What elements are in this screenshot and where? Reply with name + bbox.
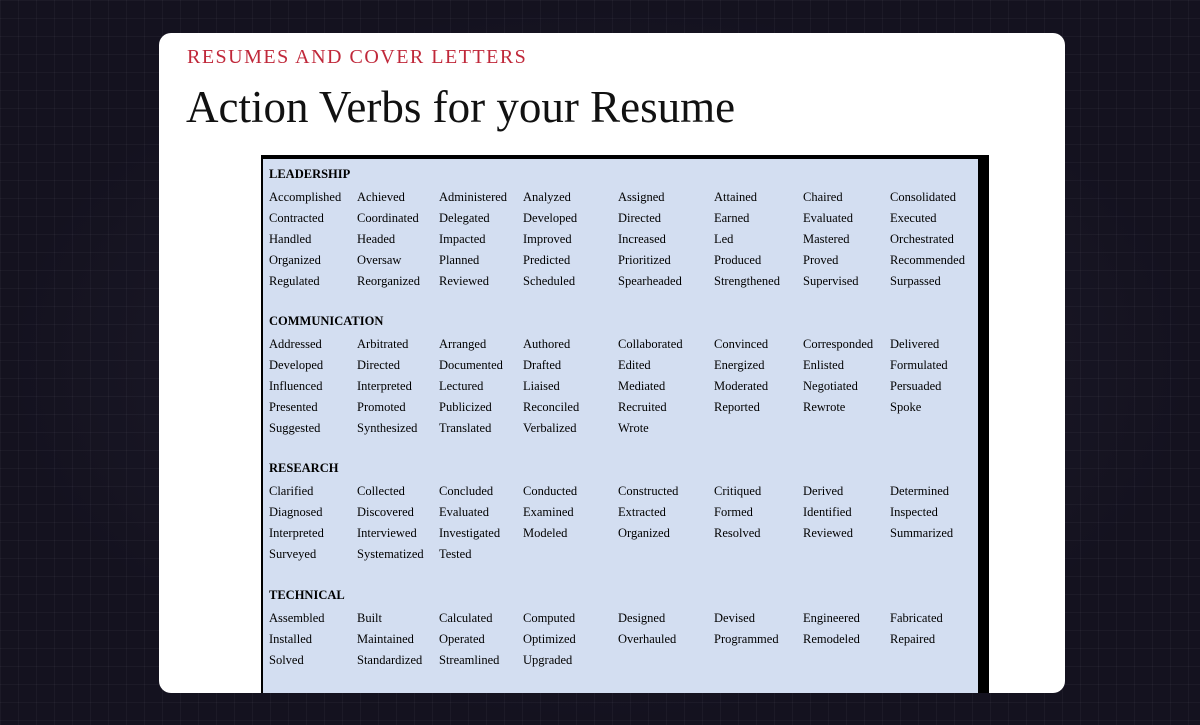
verb-item: Directed	[618, 211, 662, 226]
verb-item: Critiqued	[714, 484, 762, 498]
verb-item: Orchestrated	[890, 232, 954, 247]
verb-item: Arranged	[439, 337, 487, 351]
verb-item: Reconciled	[523, 400, 580, 415]
verb-item: Diagnosed	[269, 505, 323, 520]
section-title: LEADERSHIP	[269, 167, 351, 181]
verb-item: Assigned	[618, 190, 665, 204]
verb-item: Designed	[618, 611, 666, 625]
verb-item: Installed	[269, 632, 313, 647]
verb-item: Interviewed	[357, 526, 417, 541]
verb-item: Directed	[357, 358, 401, 373]
verb-item: Planned	[439, 253, 480, 268]
verb-item: Consolidated	[890, 190, 956, 204]
verb-item: Summarized	[890, 526, 954, 541]
verb-item: Systematized	[357, 547, 424, 562]
verb-item: Repaired	[890, 632, 936, 647]
verb-item: Devised	[714, 611, 755, 625]
verb-item: Derived	[803, 484, 844, 498]
section-title: TECHNICAL	[269, 588, 345, 602]
action-verbs-document	[263, 159, 978, 693]
verb-item: Verbalized	[523, 421, 577, 436]
verb-item: Spoke	[890, 400, 922, 415]
verb-item: Determined	[890, 484, 950, 498]
verb-item: Operated	[439, 632, 485, 647]
verb-item: Evaluated	[439, 505, 489, 520]
verb-item: Influenced	[269, 379, 323, 394]
verb-item: Built	[357, 611, 383, 625]
verb-item: Reviewed	[439, 274, 489, 289]
category-eyebrow[interactable]: RESUMES AND COVER LETTERS	[187, 46, 528, 68]
verb-item: Assembled	[269, 611, 325, 625]
verb-item: Clarified	[269, 484, 314, 498]
verb-item: Supervised	[803, 274, 859, 289]
verb-item: Reported	[714, 400, 760, 415]
verb-item: Remodeled	[803, 632, 860, 647]
article-card	[159, 33, 1065, 693]
verb-item: Organized	[618, 526, 670, 541]
verb-item: Drafted	[523, 358, 562, 373]
verb-item: Energized	[714, 358, 765, 373]
verb-item: Spearheaded	[618, 274, 682, 289]
verb-item: Investigated	[439, 526, 501, 541]
verb-item: Calculated	[439, 611, 493, 625]
verb-item: Examined	[523, 505, 574, 520]
verb-item: Earned	[714, 211, 750, 226]
verb-item: Surpassed	[890, 274, 941, 289]
verb-item: Extracted	[618, 505, 666, 520]
verb-item: Evaluated	[803, 211, 853, 226]
verb-item: Upgraded	[523, 653, 573, 668]
verb-item: Recommended	[890, 253, 965, 268]
verb-item: Constructed	[618, 484, 679, 498]
verb-item: Conducted	[523, 484, 578, 498]
verb-item: Collaborated	[618, 337, 683, 351]
verb-item: Contracted	[269, 211, 324, 226]
verb-item: Strengthened	[714, 274, 780, 289]
verb-item: Prioritized	[618, 253, 671, 268]
verb-item: Analyzed	[523, 190, 571, 204]
verb-item: Interpreted	[269, 526, 324, 541]
verb-item: Identified	[803, 505, 852, 520]
page-title: Action Verbs for your Resume	[186, 82, 736, 132]
verb-item: Developed	[269, 358, 324, 373]
verb-item: Authored	[523, 337, 571, 351]
verb-item: Mastered	[803, 232, 850, 247]
verb-item: Proved	[803, 253, 839, 268]
verb-item: Engineered	[803, 611, 860, 625]
verb-item: Promoted	[357, 400, 406, 415]
verb-item: Moderated	[714, 379, 769, 394]
verb-item: Overhauled	[618, 632, 677, 647]
verb-item: Scheduled	[523, 274, 576, 289]
verb-item: Arbitrated	[357, 337, 409, 351]
verb-item: Achieved	[357, 190, 405, 204]
verb-item: Persuaded	[890, 379, 942, 394]
verb-item: Regulated	[269, 274, 320, 289]
verb-item: Led	[714, 232, 734, 247]
verb-item: Fabricated	[890, 611, 943, 625]
verb-item: Delegated	[439, 211, 490, 226]
verb-item: Corresponded	[803, 337, 874, 351]
verb-item: Reorganized	[357, 274, 420, 289]
verb-item: Discovered	[357, 505, 414, 520]
verb-item: Improved	[523, 232, 572, 247]
verb-item: Solved	[269, 653, 304, 668]
verb-item: Lectured	[439, 379, 484, 394]
verb-item: Oversaw	[357, 253, 402, 268]
verb-item: Documented	[439, 358, 503, 373]
verb-item: Handled	[269, 232, 312, 247]
verb-item: Coordinated	[357, 211, 419, 226]
verb-item: Increased	[618, 232, 666, 247]
verb-item: Administered	[439, 190, 508, 204]
verb-item: Chaired	[803, 190, 843, 204]
verb-item: Recruited	[618, 400, 667, 415]
verb-item: Optimized	[523, 632, 576, 647]
verb-item: Inspected	[890, 505, 938, 520]
verb-item: Resolved	[714, 526, 761, 541]
verb-item: Programmed	[714, 632, 779, 647]
verb-item: Delivered	[890, 337, 940, 351]
verb-item: Attained	[714, 190, 758, 204]
verb-item: Translated	[439, 421, 492, 436]
verb-item: Liaised	[523, 379, 560, 394]
verb-item: Organized	[269, 253, 321, 268]
verb-item: Executed	[890, 211, 937, 226]
verb-item: Rewrote	[803, 400, 846, 415]
verb-item: Collected	[357, 484, 405, 498]
verb-item: Computed	[523, 611, 576, 625]
verb-item: Negotiated	[803, 379, 858, 394]
verb-item: Presented	[269, 400, 318, 415]
verb-item: Produced	[714, 253, 762, 268]
verb-item: Addressed	[269, 337, 322, 351]
verb-item: Mediated	[618, 379, 666, 394]
verb-item: Formulated	[890, 358, 948, 373]
verb-item: Publicized	[439, 400, 492, 415]
verb-item: Concluded	[439, 484, 494, 498]
verb-item: Wrote	[618, 421, 649, 436]
verb-item: Predicted	[523, 253, 571, 268]
verb-item: Accomplished	[269, 190, 342, 204]
verb-item: Reviewed	[803, 526, 853, 541]
verb-item: Surveyed	[269, 547, 317, 562]
verb-item: Standardized	[357, 653, 423, 668]
verb-item: Convinced	[714, 337, 769, 351]
verb-item: Synthesized	[357, 421, 418, 436]
verb-item: Tested	[439, 547, 472, 562]
verb-item: Formed	[714, 505, 753, 520]
verb-item: Impacted	[439, 232, 486, 247]
verb-item: Streamlined	[439, 653, 500, 668]
verb-item: Developed	[523, 211, 578, 226]
verb-item: Enlisted	[803, 358, 844, 373]
verb-item: Edited	[618, 358, 651, 373]
section-title: RESEARCH	[269, 461, 339, 475]
verb-item: Interpreted	[357, 379, 412, 394]
section-title: COMMUNICATION	[269, 314, 384, 328]
verb-item: Headed	[357, 232, 396, 247]
verb-item: Modeled	[523, 526, 568, 541]
verb-item: Maintained	[357, 632, 414, 647]
verb-item: Suggested	[269, 421, 321, 436]
